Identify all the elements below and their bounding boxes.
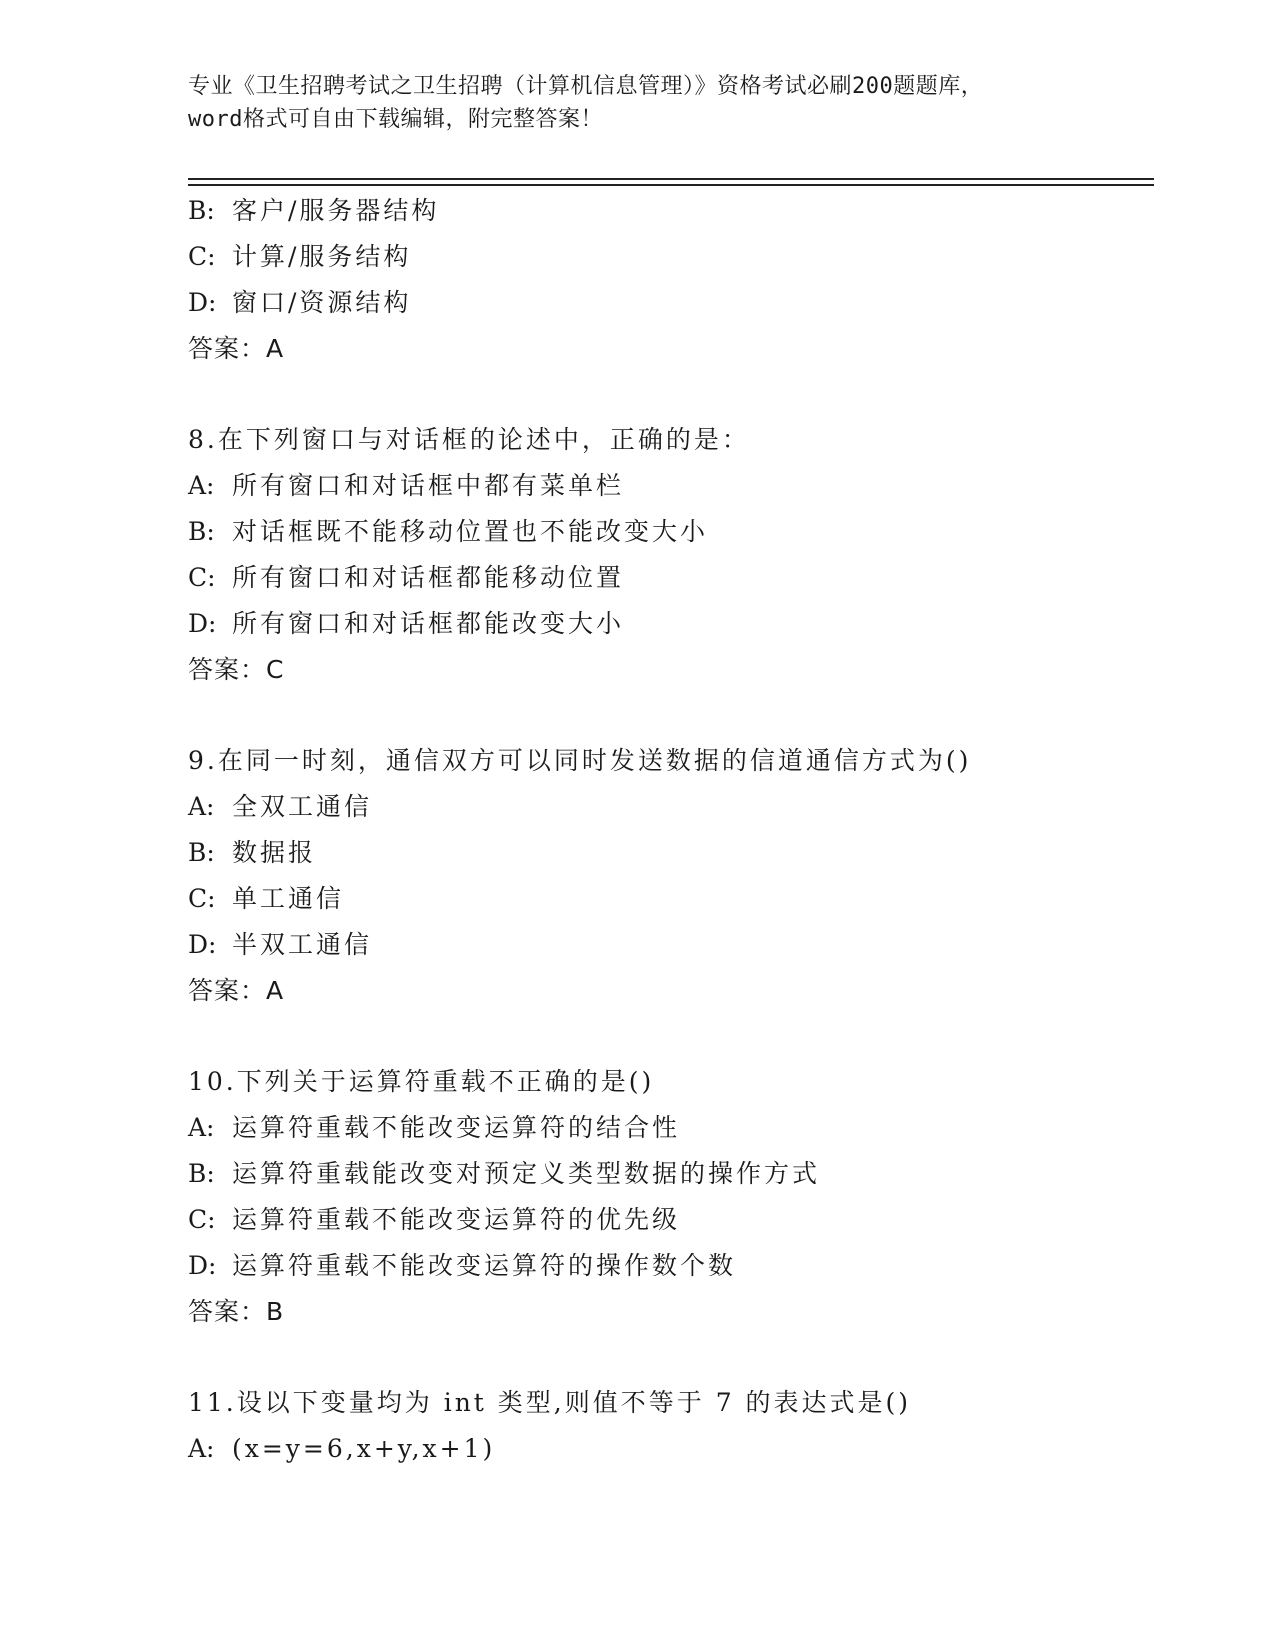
answer-line: 答案：A [188, 976, 285, 1005]
option-a [188, 1105, 1148, 1151]
answer-line: 答案：B [188, 1297, 285, 1326]
document-header [188, 70, 1088, 136]
header-divider-top [188, 178, 1154, 180]
question-block-11 [188, 1380, 1148, 1472]
option-label: A: [188, 792, 215, 821]
option-d [188, 601, 1148, 647]
header-divider-bottom [188, 184, 1154, 186]
option-text: 客户/服务器结构 [232, 196, 440, 225]
option-b [188, 830, 1148, 876]
header-line-2: word格式可自由下载编辑，附完整答案！ [188, 107, 603, 132]
option-text: 单工通信 [232, 884, 345, 913]
option-c [188, 555, 1148, 601]
option-text: 半双工通信 [232, 930, 373, 959]
option-label: D: [188, 288, 217, 317]
answer-line: 答案：A [188, 334, 285, 363]
header-line-1: 专业《卫生招聘考试之卫生招聘（计算机信息管理）》资格考试必刷200题题库， [188, 74, 984, 99]
option-b [188, 188, 1148, 234]
question-block-10 [188, 1059, 1148, 1335]
option-b [188, 1151, 1148, 1197]
option-a [188, 784, 1148, 830]
option-label: D: [188, 1251, 217, 1280]
option-text: 运算符重载不能改变运算符的优先级 [232, 1205, 681, 1234]
option-label: A: [188, 1113, 215, 1142]
question-title: 10.下列关于运算符重载不正确的是() [188, 1067, 655, 1096]
option-c [188, 876, 1148, 922]
option-text: 所有窗口和对话框中都有菜单栏 [232, 471, 625, 500]
option-label: B: [188, 838, 215, 867]
question-block-9 [188, 738, 1148, 1014]
option-label: B: [188, 517, 215, 546]
answer-line: 答案：C [188, 655, 285, 684]
question-title: 8.在下列窗口与对话框的论述中，正确的是： [188, 425, 750, 454]
option-label: A: [188, 1434, 215, 1463]
option-a [188, 1426, 1148, 1472]
option-text: 所有窗口和对话框都能移动位置 [232, 563, 625, 592]
option-label: C: [188, 242, 216, 271]
option-label: D: [188, 930, 217, 959]
option-text: 所有窗口和对话框都能改变大小 [232, 609, 625, 638]
option-d [188, 280, 1148, 326]
option-text: 数据报 [232, 838, 317, 867]
option-text: 运算符重载不能改变运算符的操作数个数 [232, 1251, 737, 1280]
option-label: B: [188, 196, 215, 225]
option-text: 运算符重载不能改变运算符的结合性 [232, 1113, 681, 1142]
option-label: A: [188, 471, 215, 500]
question-block-prev [188, 188, 1148, 372]
option-text: 窗口/资源结构 [232, 288, 412, 317]
option-d [188, 922, 1148, 968]
option-a [188, 463, 1148, 509]
option-text: 计算/服务结构 [232, 242, 412, 271]
option-label: B: [188, 1159, 215, 1188]
option-label: C: [188, 1205, 216, 1234]
option-label: D: [188, 609, 217, 638]
question-content [188, 188, 1148, 1472]
option-c [188, 1197, 1148, 1243]
option-b [188, 509, 1148, 555]
option-text: 运算符重载能改变对预定义类型数据的操作方式 [232, 1159, 821, 1188]
question-title: 11.设以下变量均为 int 类型,则值不等于 7 的表达式是() [188, 1388, 912, 1417]
option-text: 对话框既不能移动位置也不能改变大小 [232, 517, 709, 546]
option-label: C: [188, 884, 216, 913]
option-text: 全双工通信 [232, 792, 373, 821]
question-title: 9.在同一时刻，通信双方可以同时发送数据的信道通信方式为() [188, 746, 972, 775]
option-d [188, 1243, 1148, 1289]
option-label: C: [188, 563, 216, 592]
option-c [188, 234, 1148, 280]
option-text: (x=y=6,x+y,x+1) [232, 1434, 496, 1463]
question-block-8 [188, 417, 1148, 693]
